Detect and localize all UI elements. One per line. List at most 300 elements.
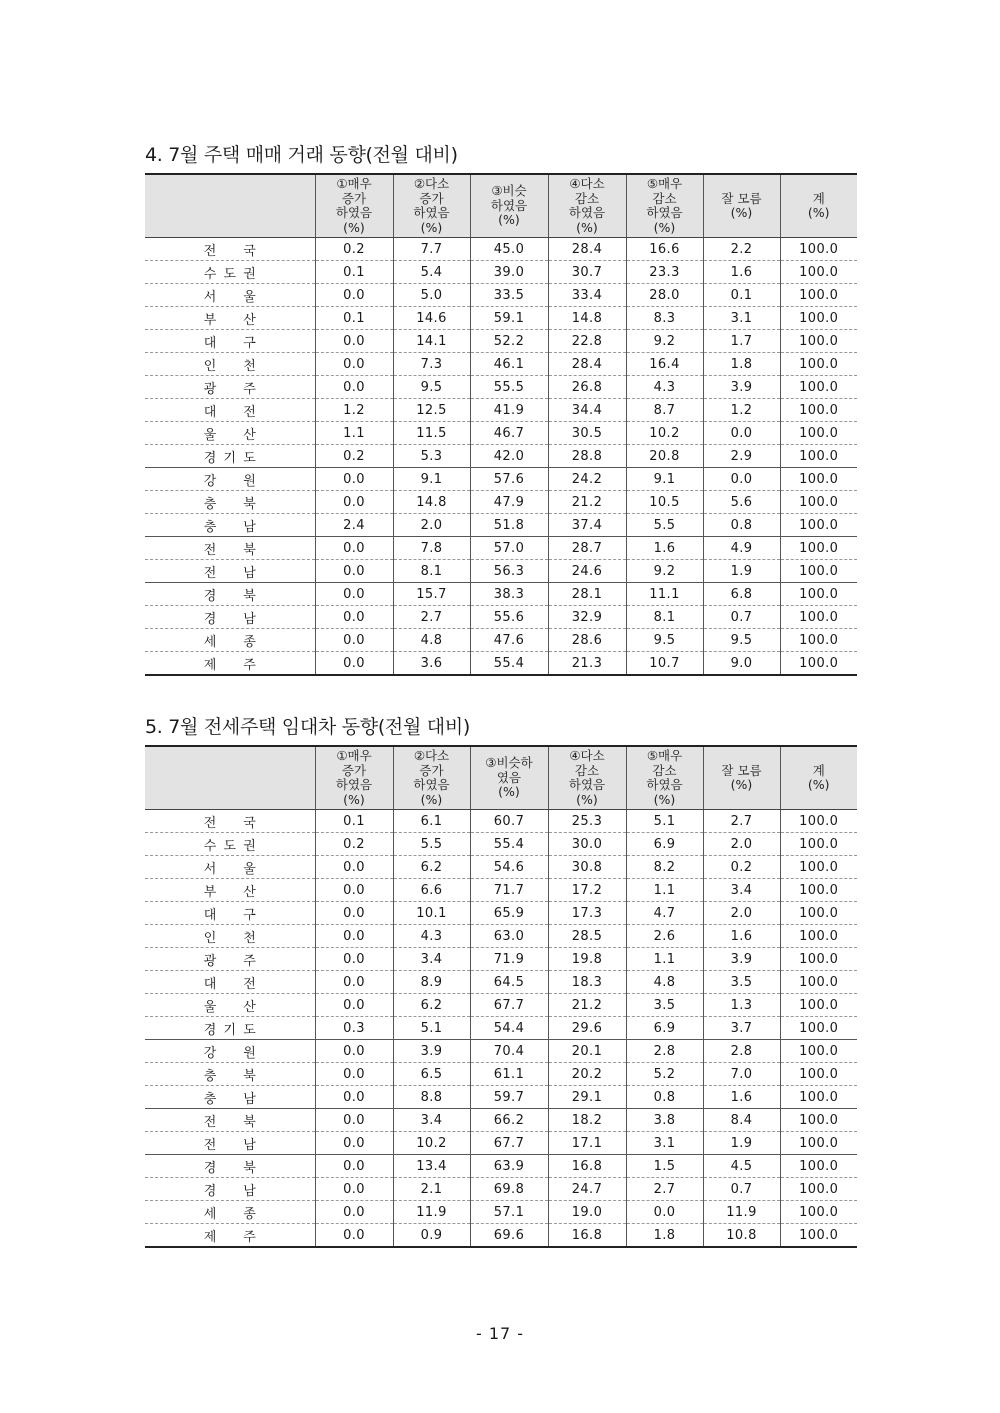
- value-cell: 100.0: [780, 1109, 857, 1132]
- table-row: [145, 537, 857, 560]
- value-cell: 2.0: [703, 902, 780, 925]
- table-header-row: [145, 174, 857, 238]
- value-cell: 1.2: [703, 399, 780, 422]
- region-char: 충: [203, 519, 217, 535]
- value-cell: 0.0: [315, 353, 393, 376]
- value-cell: 0.0: [703, 422, 780, 445]
- region-char: 전: [203, 243, 217, 259]
- value-cell: 100.0: [780, 994, 857, 1017]
- region-char: 전: [203, 815, 217, 831]
- value-cell: 65.9: [470, 902, 548, 925]
- value-cell: 20.2: [548, 1063, 626, 1086]
- region-char: 수: [203, 838, 217, 854]
- value-cell: 47.9: [470, 491, 548, 514]
- header-cell: 잘 모름 (%): [703, 174, 780, 238]
- value-cell: 7.3: [393, 353, 470, 376]
- value-cell: 66.2: [470, 1109, 548, 1132]
- value-cell: 2.8: [703, 1040, 780, 1063]
- value-cell: 7.7: [393, 238, 470, 261]
- value-cell: 0.0: [315, 1063, 393, 1086]
- value-cell: 34.4: [548, 399, 626, 422]
- region-char: 대: [203, 976, 217, 992]
- value-cell: 14.1: [393, 330, 470, 353]
- value-cell: 3.5: [703, 971, 780, 994]
- value-cell: 21.2: [548, 491, 626, 514]
- value-cell: 10.1: [393, 902, 470, 925]
- value-cell: 0.0: [315, 284, 393, 307]
- value-cell: 25.3: [548, 810, 626, 833]
- value-cell: 51.8: [470, 514, 548, 537]
- header-cell: ①매우 증가 하였음 (%): [315, 174, 393, 238]
- value-cell: 5.1: [393, 1017, 470, 1040]
- region-char: 전: [203, 1114, 217, 1130]
- value-cell: 6.2: [393, 994, 470, 1017]
- value-cell: 45.0: [470, 238, 548, 261]
- region-char: 부: [203, 312, 217, 328]
- region-char: 경: [203, 1022, 217, 1038]
- value-cell: 0.0: [315, 376, 393, 399]
- value-cell: 17.2: [548, 879, 626, 902]
- region-char: 남: [243, 1091, 256, 1107]
- region-char: 남: [243, 565, 256, 581]
- value-cell: 100.0: [780, 353, 857, 376]
- value-cell: 2.0: [703, 833, 780, 856]
- value-cell: 2.7: [703, 810, 780, 833]
- region-char: 주: [243, 381, 256, 397]
- table-row: [145, 307, 857, 330]
- region-cell: [145, 833, 315, 856]
- region-cell: [145, 1155, 315, 1178]
- region-cell: [145, 491, 315, 514]
- header-cell: ②다소 증가 하였음 (%): [393, 746, 470, 810]
- value-cell: 8.7: [626, 399, 703, 422]
- region-char: 인: [203, 930, 217, 946]
- value-cell: 1.7: [703, 330, 780, 353]
- value-cell: 21.3: [548, 652, 626, 676]
- value-cell: 0.0: [315, 652, 393, 676]
- value-cell: 0.7: [703, 1178, 780, 1201]
- region-char: 전: [203, 542, 217, 558]
- region-cell: [145, 1109, 315, 1132]
- value-cell: 100.0: [780, 879, 857, 902]
- value-cell: 100.0: [780, 422, 857, 445]
- table-row: [145, 1040, 857, 1063]
- value-cell: 16.8: [548, 1224, 626, 1248]
- region-char: 북: [243, 496, 256, 512]
- value-cell: 6.2: [393, 856, 470, 879]
- value-cell: 14.8: [393, 491, 470, 514]
- value-cell: 28.7: [548, 537, 626, 560]
- value-cell: 0.0: [315, 583, 393, 606]
- value-cell: 5.5: [626, 514, 703, 537]
- value-cell: 28.0: [626, 284, 703, 307]
- region-char: 강: [203, 1045, 217, 1061]
- region-char: 전: [243, 404, 256, 420]
- value-cell: 70.4: [470, 1040, 548, 1063]
- value-cell: 28.8: [548, 445, 626, 468]
- value-cell: 3.6: [393, 652, 470, 676]
- value-cell: 0.0: [315, 925, 393, 948]
- region-cell: [145, 261, 315, 284]
- table-row: [145, 925, 857, 948]
- value-cell: 100.0: [780, 261, 857, 284]
- value-cell: 1.3: [703, 994, 780, 1017]
- value-cell: 4.3: [393, 925, 470, 948]
- region-char: 구: [243, 335, 256, 351]
- value-cell: 47.6: [470, 629, 548, 652]
- table-row: [145, 652, 857, 676]
- value-cell: 100.0: [780, 925, 857, 948]
- value-cell: 2.6: [626, 925, 703, 948]
- region-char: 대: [203, 907, 217, 923]
- table-row: [145, 1178, 857, 1201]
- region-char: 산: [243, 312, 256, 328]
- value-cell: 0.2: [315, 833, 393, 856]
- value-cell: 2.4: [315, 514, 393, 537]
- region-char: 북: [243, 1114, 256, 1130]
- value-cell: 61.1: [470, 1063, 548, 1086]
- region-cell: [145, 307, 315, 330]
- value-cell: 0.0: [315, 537, 393, 560]
- header-cell: 계 (%): [780, 174, 857, 238]
- value-cell: 100.0: [780, 583, 857, 606]
- value-cell: 100.0: [780, 560, 857, 583]
- region-char: 강: [203, 473, 217, 489]
- value-cell: 54.6: [470, 856, 548, 879]
- value-cell: 100.0: [780, 307, 857, 330]
- value-cell: 63.0: [470, 925, 548, 948]
- value-cell: 3.4: [393, 1109, 470, 1132]
- table-row: [145, 606, 857, 629]
- value-cell: 9.1: [626, 468, 703, 491]
- value-cell: 0.0: [315, 902, 393, 925]
- table-row: [145, 879, 857, 902]
- region-char: 남: [243, 1183, 256, 1199]
- table-row: [145, 856, 857, 879]
- value-cell: 2.2: [703, 238, 780, 261]
- region-cell: [145, 399, 315, 422]
- region-char: 인: [203, 358, 217, 374]
- table-row: [145, 399, 857, 422]
- region-char: 전: [203, 565, 217, 581]
- table1-housing-sales-trend: [145, 173, 857, 676]
- value-cell: 8.2: [626, 856, 703, 879]
- region-char: 제: [203, 657, 217, 673]
- header-cell: ⑤매우 감소 하였음 (%): [626, 746, 703, 810]
- value-cell: 0.1: [315, 307, 393, 330]
- region-cell: [145, 1086, 315, 1109]
- value-cell: 0.0: [315, 1132, 393, 1155]
- region-cell: [145, 1201, 315, 1224]
- region-char: 남: [243, 519, 256, 535]
- value-cell: 4.8: [626, 971, 703, 994]
- table-row: [145, 376, 857, 399]
- value-cell: 100.0: [780, 629, 857, 652]
- value-cell: 0.0: [315, 629, 393, 652]
- region-cell: [145, 514, 315, 537]
- region-cell: [145, 925, 315, 948]
- value-cell: 0.8: [703, 514, 780, 537]
- value-cell: 52.2: [470, 330, 548, 353]
- region-char: 광: [203, 381, 217, 397]
- value-cell: 55.5: [470, 376, 548, 399]
- value-cell: 0.0: [315, 1224, 393, 1248]
- value-cell: 6.5: [393, 1063, 470, 1086]
- region-char: 주: [243, 953, 256, 969]
- region-char: 도: [243, 450, 256, 466]
- region-char: 권: [243, 266, 256, 282]
- header-cell: ⑤매우 감소 하였음 (%): [626, 174, 703, 238]
- value-cell: 3.9: [703, 376, 780, 399]
- value-cell: 0.0: [315, 330, 393, 353]
- value-cell: 0.0: [315, 560, 393, 583]
- value-cell: 19.0: [548, 1201, 626, 1224]
- value-cell: 0.0: [315, 1178, 393, 1201]
- value-cell: 28.4: [548, 353, 626, 376]
- region-char: 권: [243, 838, 256, 854]
- value-cell: 6.9: [626, 833, 703, 856]
- region-cell: [145, 537, 315, 560]
- region-cell: [145, 606, 315, 629]
- region-char: 북: [243, 542, 256, 558]
- region-char: 대: [203, 404, 217, 420]
- value-cell: 2.7: [393, 606, 470, 629]
- value-cell: 55.6: [470, 606, 548, 629]
- value-cell: 4.7: [626, 902, 703, 925]
- header-region: [145, 174, 315, 238]
- value-cell: 100.0: [780, 1201, 857, 1224]
- table-row: [145, 1109, 857, 1132]
- region-char: 서: [203, 289, 217, 305]
- value-cell: 57.1: [470, 1201, 548, 1224]
- table-row: [145, 330, 857, 353]
- value-cell: 100.0: [780, 606, 857, 629]
- region-char: 북: [243, 1160, 256, 1176]
- value-cell: 5.2: [626, 1063, 703, 1086]
- region-cell: [145, 1040, 315, 1063]
- value-cell: 19.8: [548, 948, 626, 971]
- value-cell: 100.0: [780, 1017, 857, 1040]
- table-row: [145, 971, 857, 994]
- value-cell: 100.0: [780, 948, 857, 971]
- value-cell: 2.1: [393, 1178, 470, 1201]
- value-cell: 9.5: [626, 629, 703, 652]
- region-char: 경: [203, 611, 217, 627]
- value-cell: 56.3: [470, 560, 548, 583]
- table-row: [145, 810, 857, 833]
- value-cell: 57.0: [470, 537, 548, 560]
- table-row: [145, 353, 857, 376]
- value-cell: 15.7: [393, 583, 470, 606]
- value-cell: 28.5: [548, 925, 626, 948]
- value-cell: 100.0: [780, 902, 857, 925]
- value-cell: 100.0: [780, 833, 857, 856]
- value-cell: 100.0: [780, 810, 857, 833]
- region-cell: [145, 583, 315, 606]
- header-cell: 잘 모름 (%): [703, 746, 780, 810]
- table-row: [145, 1063, 857, 1086]
- value-cell: 100.0: [780, 1178, 857, 1201]
- value-cell: 5.3: [393, 445, 470, 468]
- table-row: [145, 238, 857, 261]
- value-cell: 0.0: [315, 1201, 393, 1224]
- region-char: 서: [203, 861, 217, 877]
- value-cell: 16.4: [626, 353, 703, 376]
- value-cell: 0.1: [315, 810, 393, 833]
- value-cell: 57.6: [470, 468, 548, 491]
- value-cell: 39.0: [470, 261, 548, 284]
- value-cell: 46.7: [470, 422, 548, 445]
- value-cell: 28.6: [548, 629, 626, 652]
- value-cell: 46.1: [470, 353, 548, 376]
- value-cell: 54.4: [470, 1017, 548, 1040]
- value-cell: 3.1: [703, 307, 780, 330]
- value-cell: 33.4: [548, 284, 626, 307]
- value-cell: 0.2: [315, 445, 393, 468]
- value-cell: 1.1: [626, 879, 703, 902]
- region-char: 원: [243, 1045, 256, 1061]
- region-char: 천: [243, 930, 256, 946]
- value-cell: 6.1: [393, 810, 470, 833]
- value-cell: 0.8: [626, 1086, 703, 1109]
- value-cell: 1.1: [626, 948, 703, 971]
- region-cell: [145, 994, 315, 1017]
- value-cell: 69.8: [470, 1178, 548, 1201]
- value-cell: 55.4: [470, 652, 548, 676]
- value-cell: 100.0: [780, 491, 857, 514]
- value-cell: 55.4: [470, 833, 548, 856]
- value-cell: 100.0: [780, 1040, 857, 1063]
- header-cell: 계 (%): [780, 746, 857, 810]
- region-cell: [145, 376, 315, 399]
- table-row: [145, 1132, 857, 1155]
- value-cell: 0.7: [703, 606, 780, 629]
- region-char: 북: [243, 1068, 256, 1084]
- region-char: 경: [203, 1183, 217, 1199]
- region-char: 국: [243, 243, 256, 259]
- value-cell: 9.5: [393, 376, 470, 399]
- value-cell: 24.6: [548, 560, 626, 583]
- value-cell: 0.0: [703, 468, 780, 491]
- value-cell: 13.4: [393, 1155, 470, 1178]
- value-cell: 0.0: [315, 994, 393, 1017]
- value-cell: 0.0: [626, 1201, 703, 1224]
- value-cell: 3.4: [393, 948, 470, 971]
- region-char: 부: [203, 884, 217, 900]
- value-cell: 28.1: [548, 583, 626, 606]
- value-cell: 100.0: [780, 238, 857, 261]
- value-cell: 16.6: [626, 238, 703, 261]
- value-cell: 6.8: [703, 583, 780, 606]
- table-row: [145, 629, 857, 652]
- value-cell: 8.9: [393, 971, 470, 994]
- region-cell: [145, 238, 315, 261]
- table-row: [145, 902, 857, 925]
- value-cell: 9.2: [626, 560, 703, 583]
- value-cell: 5.0: [393, 284, 470, 307]
- value-cell: 4.3: [626, 376, 703, 399]
- value-cell: 18.3: [548, 971, 626, 994]
- value-cell: 20.1: [548, 1040, 626, 1063]
- table-row: [145, 583, 857, 606]
- value-cell: 20.8: [626, 445, 703, 468]
- value-cell: 100.0: [780, 856, 857, 879]
- value-cell: 1.9: [703, 1132, 780, 1155]
- value-cell: 0.3: [315, 1017, 393, 1040]
- value-cell: 64.5: [470, 971, 548, 994]
- region-char: 남: [243, 1137, 256, 1153]
- header-cell: ②다소 증가 하였음 (%): [393, 174, 470, 238]
- region-char: 세: [203, 1206, 217, 1222]
- region-cell: [145, 468, 315, 491]
- table-row: [145, 560, 857, 583]
- value-cell: 21.2: [548, 994, 626, 1017]
- table-row: [145, 1017, 857, 1040]
- region-char: 울: [243, 861, 256, 877]
- value-cell: 1.9: [703, 560, 780, 583]
- value-cell: 3.7: [703, 1017, 780, 1040]
- value-cell: 33.5: [470, 284, 548, 307]
- region-cell: [145, 948, 315, 971]
- value-cell: 71.9: [470, 948, 548, 971]
- value-cell: 4.8: [393, 629, 470, 652]
- header-cell: ③비슷하 였음 (%): [470, 746, 548, 810]
- value-cell: 63.9: [470, 1155, 548, 1178]
- value-cell: 0.0: [315, 1155, 393, 1178]
- region-cell: [145, 971, 315, 994]
- header-cell: ③비슷 하였음 (%): [470, 174, 548, 238]
- header-cell: ①매우 증가 하였음 (%): [315, 746, 393, 810]
- value-cell: 59.7: [470, 1086, 548, 1109]
- value-cell: 14.8: [548, 307, 626, 330]
- value-cell: 0.2: [703, 856, 780, 879]
- region-cell: [145, 560, 315, 583]
- table-row: [145, 833, 857, 856]
- region-char: 국: [243, 815, 256, 831]
- table-row: [145, 261, 857, 284]
- value-cell: 9.2: [626, 330, 703, 353]
- region-char: 천: [243, 358, 256, 374]
- value-cell: 67.7: [470, 994, 548, 1017]
- value-cell: 3.8: [626, 1109, 703, 1132]
- table-row: [145, 445, 857, 468]
- value-cell: 6.6: [393, 879, 470, 902]
- table-row: [145, 948, 857, 971]
- header-cell: ④다소 감소 하였음 (%): [548, 746, 626, 810]
- value-cell: 18.2: [548, 1109, 626, 1132]
- value-cell: 3.5: [626, 994, 703, 1017]
- value-cell: 41.9: [470, 399, 548, 422]
- value-cell: 5.4: [393, 261, 470, 284]
- value-cell: 5.6: [703, 491, 780, 514]
- value-cell: 10.2: [626, 422, 703, 445]
- value-cell: 42.0: [470, 445, 548, 468]
- region-cell: [145, 1063, 315, 1086]
- table-row: [145, 1155, 857, 1178]
- region-cell: [145, 810, 315, 833]
- region-char: 산: [243, 884, 256, 900]
- region-char: 주: [243, 657, 256, 673]
- value-cell: 100.0: [780, 1224, 857, 1248]
- table1-title: 4. 7월 주택 매매 거래 동향(전월 대비): [145, 144, 458, 166]
- value-cell: 30.0: [548, 833, 626, 856]
- value-cell: 5.1: [626, 810, 703, 833]
- region-char: 광: [203, 953, 217, 969]
- value-cell: 24.7: [548, 1178, 626, 1201]
- region-char: 도: [243, 1022, 256, 1038]
- region-char: 울: [243, 289, 256, 305]
- value-cell: 100.0: [780, 468, 857, 491]
